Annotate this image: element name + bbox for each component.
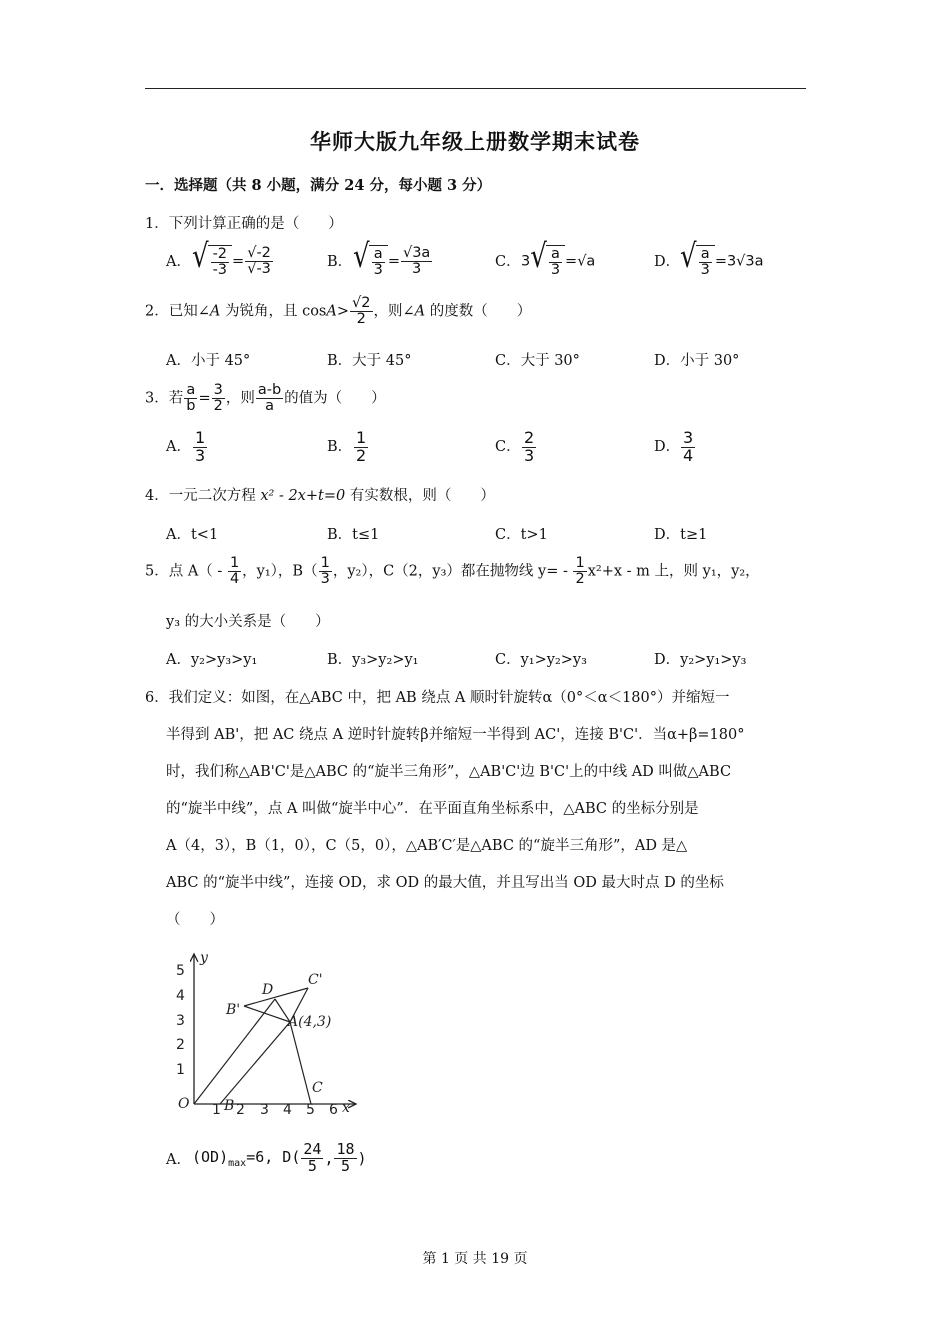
q2-option-b: B．大于 45° bbox=[327, 353, 412, 369]
question-6-line2: 半得到 AB'，把 AC 绕点 A 逆时针旋转β并缩短一半得到 AC'，连接 B'C'．当α+β=180° bbox=[166, 727, 745, 743]
point-a-label: A(4,3) bbox=[288, 1014, 332, 1030]
q3-option-c: C． $\frac{2}{3}$ bbox=[495, 428, 535, 465]
question-1: 1．下列计算正确的是（ ） bbox=[145, 216, 343, 232]
question-6-line4: 的“旋半中线”，点 A 叫做“旋半中心”．在平面直角坐标系中，△ABC 的坐标分别是 bbox=[166, 801, 699, 817]
q4-option-c: C．t>1 bbox=[495, 527, 548, 543]
x-axis-label: x bbox=[342, 1100, 350, 1116]
q2-option-a: A．小于 45° bbox=[166, 353, 251, 369]
segment-ac bbox=[290, 1022, 311, 1104]
y-tick-label: 3 bbox=[176, 1013, 185, 1029]
q3-option-d: D． $\frac{3}{4}$ bbox=[654, 428, 694, 465]
segment-b-prime-c-prime bbox=[244, 988, 308, 1006]
coordinate-figure bbox=[168, 948, 368, 1118]
x-tick-label: 4 bbox=[283, 1102, 292, 1118]
question-2: 2．已知∠A 为锐角，且 cosA> $\frac{√2}{2}$ ，则∠A 的度数（ ） bbox=[145, 295, 532, 328]
q5-option-c: C．y₁>y₂>y₃ bbox=[495, 652, 587, 668]
y-tick-label: 5 bbox=[176, 963, 185, 979]
q6-option-a: A．$(OD)_{max}=6$, D( $\frac{24}{5}$ , $\frac{18}{5}$ ) bbox=[166, 1140, 367, 1175]
question-6-line6: ABC 的“旋半中线”，连接 OD，求 OD 的最大值，并且写出当 OD 最大时点 D 的坐标 bbox=[166, 875, 724, 891]
question-3: 3．若 $\frac{a}{b}$ = $\frac{3}{2}$ ，则 $\frac{a-b}{a}$ 的值为（ ） bbox=[145, 382, 386, 415]
q4-option-a: A．t<1 bbox=[166, 527, 219, 543]
q5-option-d: D．y₂>y₁>y₃ bbox=[654, 652, 747, 668]
point-c-prime-label: C' bbox=[308, 972, 323, 988]
point-c-label: C bbox=[312, 1080, 323, 1096]
x-tick-label: 5 bbox=[306, 1102, 315, 1118]
question-4: 4．一元二次方程 x² - 2x+t=0 有实数根，则（ ） bbox=[145, 488, 495, 504]
q3-option-b: B． $\frac{1}{2}$ bbox=[327, 428, 367, 465]
y-tick-label: 4 bbox=[176, 988, 185, 1004]
point-b-label: B bbox=[224, 1098, 235, 1114]
q3-option-a: A． $\frac{1}{3}$ bbox=[166, 428, 206, 465]
q2-option-c: C．大于 30° bbox=[495, 353, 580, 369]
q4-option-d: D．t≥1 bbox=[654, 527, 708, 543]
question-6-line3: 时，我们称△AB'C'是△ABC 的“旋半三角形”，△AB'C'边 B'C'上的中线 AD 叫做△ABC bbox=[166, 764, 732, 780]
y-axis-label: y bbox=[200, 950, 208, 966]
origin-label: O bbox=[178, 1096, 190, 1112]
x-tick-label: 1 bbox=[212, 1102, 221, 1118]
segment-ad bbox=[275, 999, 290, 1022]
section-heading: 一．选择题（共 8 小题，满分 24 分，每小题 3 分） bbox=[145, 177, 492, 194]
q1-option-c: C．3 √ $\frac{a}{3}$ =√a bbox=[495, 238, 596, 279]
question-5-line1: 5．点 A（ - $\frac{1}{4}$ ，y₁），B（ $\frac{1}{3}$ ，y₂），C（2，y₃）都在抛物线 y= - $\frac{1}{2}$ x²+x - m 上，则 y₁，y₂， bbox=[145, 555, 760, 588]
header-rule bbox=[145, 88, 806, 89]
question-5-line2: y₃ 的大小关系是（ ） bbox=[166, 614, 330, 630]
page-footer: 第 1 页 共 19 页 bbox=[422, 1251, 528, 1267]
x-tick-label: 3 bbox=[260, 1102, 269, 1118]
segment-ba bbox=[220, 1022, 290, 1104]
page-title: 华师大版九年级上册数学期末试卷 bbox=[310, 129, 640, 154]
x-tick-label: 6 bbox=[329, 1102, 338, 1118]
x-tick-label: 2 bbox=[236, 1102, 245, 1118]
q1-option-b: B． √ $\frac{a}{3}$ = $\frac{√3a}{3}$ bbox=[327, 238, 431, 279]
q4-option-b: B．t≤1 bbox=[327, 527, 380, 543]
q5-option-a: A．y₂>y₃>y₁ bbox=[166, 652, 258, 668]
point-d-label: D bbox=[262, 982, 274, 998]
q1-option-d: D． √ $\frac{a}{3}$ =3√3a bbox=[654, 238, 764, 279]
point-b-prime-label: B' bbox=[226, 1002, 241, 1018]
q1-option-a: A． √ $\frac{-2}{-3}$ = $\frac{√-2}{√-3}$ bbox=[166, 238, 271, 279]
question-6-line1: 6．我们定义：如图，在△ABC 中，把 AB 绕点 A 顺时针旋转α（0°＜α＜180°）并缩短一 bbox=[145, 690, 730, 706]
q5-option-b: B．y₃>y₂>y₁ bbox=[327, 652, 419, 668]
y-tick-label: 2 bbox=[176, 1037, 185, 1053]
q2-option-d: D．小于 30° bbox=[654, 353, 740, 369]
question-6-line5: A（4，3），B（1，0），C（5，0），△AB′C′是△ABC 的“旋半三角形”，AD 是△ bbox=[166, 838, 688, 854]
question-6-line7: （ ） bbox=[166, 912, 224, 928]
y-tick-label: 1 bbox=[176, 1062, 185, 1078]
